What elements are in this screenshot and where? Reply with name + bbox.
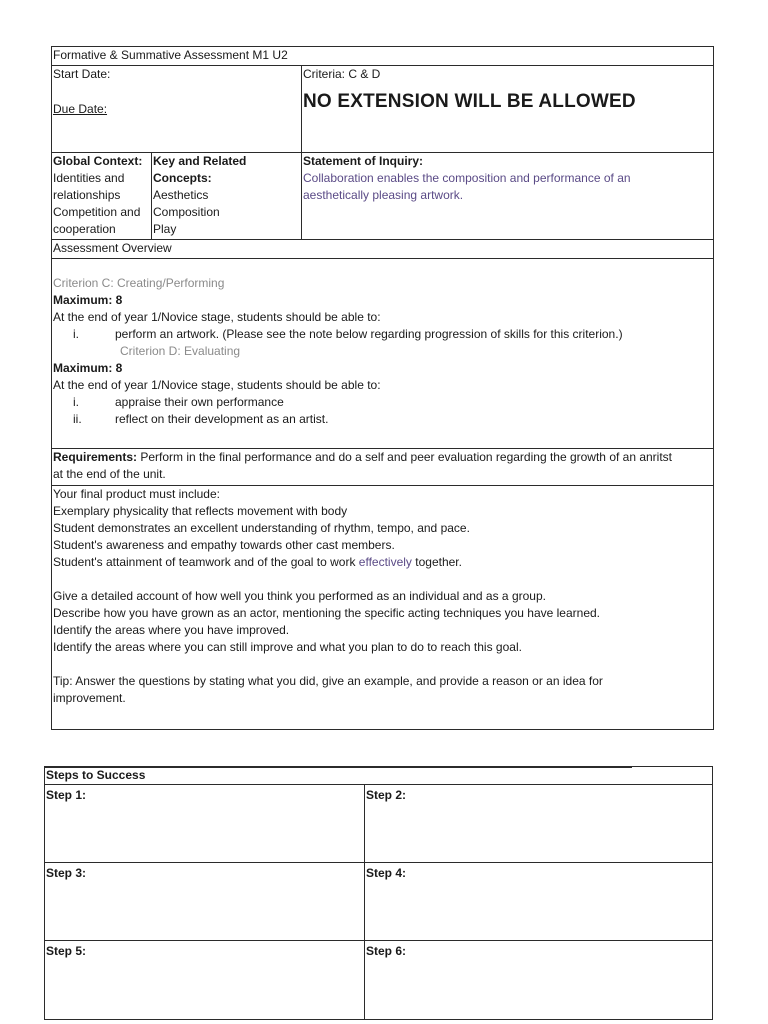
product-line: Exemplary physicality that reflects movement with body — [53, 504, 348, 518]
criteria-cell — [302, 66, 714, 153]
task-line: Give a detailed account of how well you think you performed as an individual and as a group. — [53, 589, 546, 603]
key-concepts-cell — [152, 153, 302, 240]
criterion-d-item — [53, 394, 712, 411]
criterion-c-heading: Criterion C: Creating/Performing — [53, 276, 225, 290]
product-line: Student demonstrates an excellent understanding of rhythm, tempo, and pace. — [53, 521, 470, 535]
tip-text-2: improvement. — [53, 691, 126, 705]
criterion-c-item — [53, 326, 712, 343]
key-concepts-label: Key and Related — [153, 154, 247, 168]
criteria-label: Criteria: C & D — [303, 67, 381, 81]
no-extension-notice: NO EXTENSION WILL BE ALLOWED — [303, 91, 636, 112]
task-line: Identify the areas where you have improved. — [53, 623, 290, 637]
requirements-label: Requirements: — [53, 450, 138, 464]
inquiry-label: Statement of Inquiry: — [303, 154, 424, 168]
due-date-label: Due Date: — [53, 102, 108, 116]
item-text: perform an artwork. (Please see the note below regarding progression of skills for this criterion.) — [115, 327, 623, 341]
assessment-table — [51, 46, 714, 730]
steps-title: Steps to Success — [45, 767, 713, 785]
key-concept-item: Composition — [153, 205, 220, 219]
criterion-d-heading: Criterion D: Evaluating — [120, 344, 241, 358]
key-concept-item: Aesthetics — [153, 188, 209, 202]
final-product-intro: Your final product must include: — [53, 487, 220, 501]
global-context-label: Global Context: — [53, 154, 143, 168]
requirements-cell — [52, 449, 714, 486]
requirements-text-2: at the end of the unit. — [53, 467, 166, 481]
step-3-cell[interactable]: Step 3: — [45, 863, 365, 941]
task-line: Identify the areas where you can still improve and what you plan to do to reach this goal. — [53, 640, 522, 654]
overview-cell — [52, 259, 714, 449]
final-product-cell — [52, 486, 714, 730]
key-concepts-label-2: Concepts: — [153, 171, 212, 185]
item-text: appraise their own performance — [115, 395, 284, 409]
global-context-line: Identities and — [53, 171, 125, 185]
inquiry-text-1: Collaboration enables the composition and performance of an — [303, 171, 631, 185]
task-line: Describe how you have grown as an actor, mentioning the specific acting techniques you have learned. — [53, 606, 600, 620]
criterion-d-intro: At the end of year 1/Novice stage, students should be able to: — [53, 378, 381, 392]
requirements-text: Perform in the final performance and do a self and peer evaluation regarding the growth of an anritst — [137, 450, 673, 464]
inquiry-cell — [302, 153, 714, 240]
product-line-teamwork — [53, 554, 712, 571]
assessment-title: Formative & Summative Assessment M1 U2 — [52, 47, 714, 66]
item-number: i. — [73, 327, 79, 341]
step-5-cell[interactable]: Step 5: — [45, 941, 365, 1020]
teamwork-prefix: Student's attainment of teamwork and of the goal to work — [53, 555, 359, 569]
tip-text: Tip: Answer the questions by stating what you did, give an example, and provide a reason or an idea for — [53, 674, 603, 688]
teamwork-suffix: together. — [411, 555, 462, 569]
step-4-cell[interactable]: Step 4: — [365, 863, 713, 941]
global-context-line: Competition and — [53, 205, 141, 219]
global-context-cell — [52, 153, 152, 240]
step-1-cell[interactable]: Step 1: — [45, 785, 365, 863]
step-6-cell[interactable]: Step 6: — [365, 941, 713, 1020]
steps-table — [44, 766, 713, 1020]
criterion-c-intro: At the end of year 1/Novice stage, students should be able to: — [53, 310, 381, 324]
overview-label: Assessment Overview — [52, 240, 714, 259]
criterion-d-item — [53, 411, 712, 428]
criterion-d-max: Maximum: 8 — [53, 361, 123, 375]
product-line: Student's awareness and empathy towards other cast members. — [53, 538, 395, 552]
item-number: i. — [73, 395, 79, 409]
inquiry-text-2: aesthetically pleasing artwork. — [303, 188, 464, 202]
key-concept-item: Play — [153, 222, 177, 236]
global-context-line: cooperation — [53, 222, 116, 236]
item-text: reflect on their development as an artist. — [115, 412, 329, 426]
teamwork-highlight: effectively — [358, 555, 412, 569]
start-date-label: Start Date: — [53, 67, 111, 81]
step-2-cell[interactable]: Step 2: — [365, 785, 713, 863]
global-context-line: relationships — [53, 188, 121, 202]
item-number: ii. — [73, 412, 82, 426]
dates-cell — [52, 66, 302, 153]
criterion-c-max: Maximum: 8 — [53, 293, 123, 307]
